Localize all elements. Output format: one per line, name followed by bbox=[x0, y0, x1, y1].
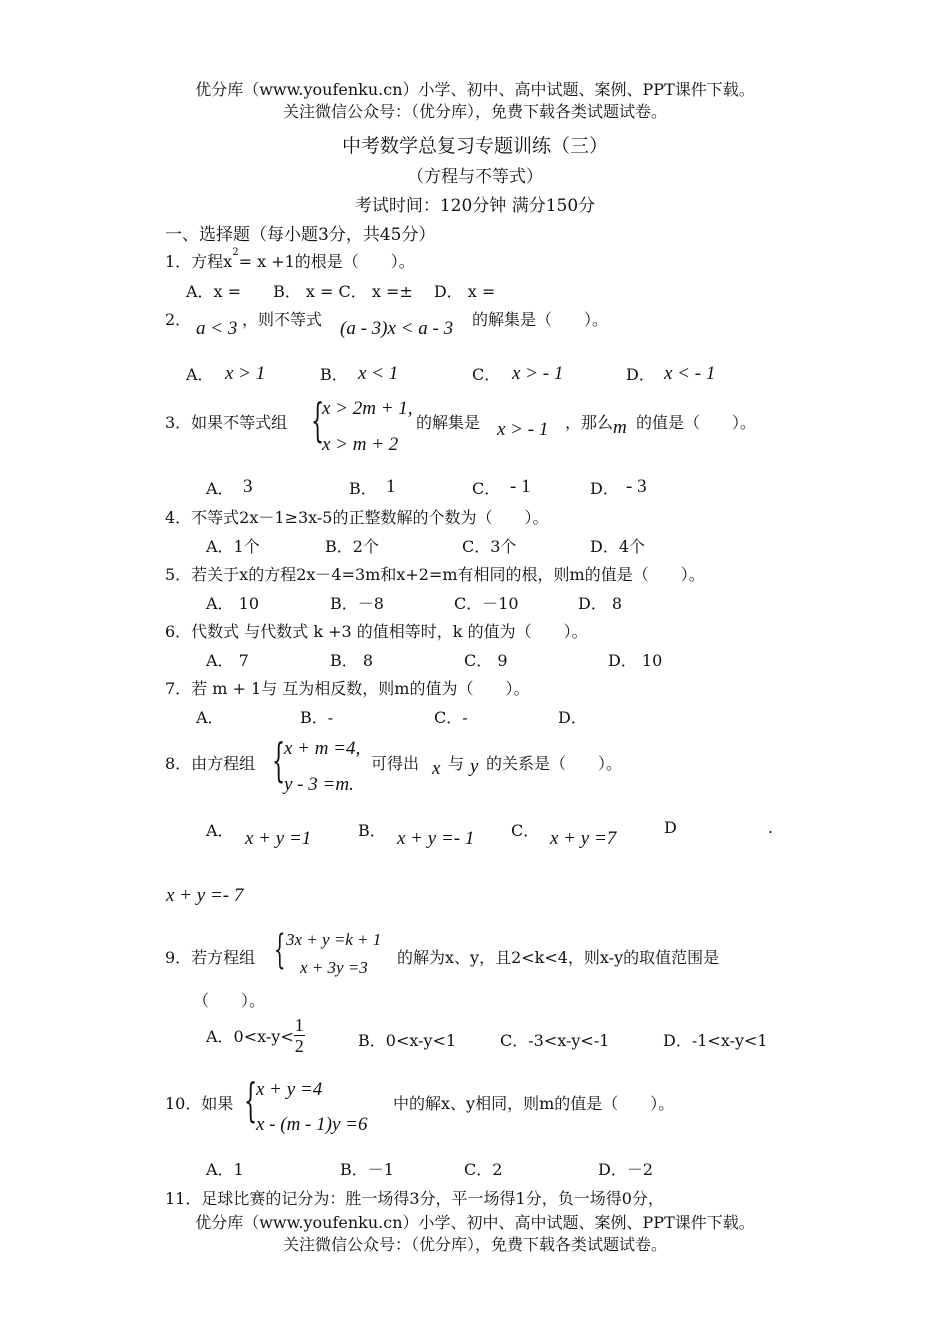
q3-variable: m bbox=[613, 417, 627, 438]
q8-tail: 的关系是（ ）。 bbox=[486, 754, 623, 773]
q8-option-c-label: C． bbox=[511, 821, 540, 840]
q9-option-d: D．-1<x-y<1 bbox=[663, 1031, 768, 1050]
q10-option-b: B．－1 bbox=[340, 1160, 394, 1179]
q2-inequality: (a - 3)x < a - 3 bbox=[340, 318, 454, 339]
q2-option-b: x < 1 bbox=[358, 363, 399, 384]
q8-brace: { bbox=[272, 733, 286, 787]
q3-system-line-2: x > m + 2 bbox=[322, 434, 399, 455]
q3-option-c: - 1 bbox=[510, 476, 531, 497]
q3-option-a-label: A． bbox=[206, 479, 234, 498]
q10-option-c: C．2 bbox=[464, 1160, 503, 1179]
q9-blank: （ ）。 bbox=[193, 991, 266, 1010]
q1-stem-a: 1．方程x bbox=[165, 252, 233, 271]
q9-option-b: B．0<x-y<1 bbox=[358, 1031, 457, 1050]
q4-option-c: C．3个 bbox=[462, 537, 517, 556]
header-line-1: 优分库（www.youfenku.cn）小学、初中、高中试题、案例、PPT课件下载。 bbox=[195, 80, 755, 99]
q3-option-d: - 3 bbox=[626, 476, 647, 497]
section-heading: 一、选择题（每小题3分，共45分） bbox=[165, 225, 436, 245]
q10-option-a: A．1 bbox=[206, 1160, 244, 1179]
q10-brace: { bbox=[244, 1073, 258, 1127]
q8-option-a: x + y =1 bbox=[245, 828, 312, 849]
q3-option-b: 1 bbox=[386, 476, 396, 497]
q2-option-c-label: C． bbox=[472, 365, 501, 384]
q6-option-a: A． 7 bbox=[206, 651, 249, 670]
question-11: 11．足球比赛的记分为：胜一场得3分，平一场得1分，负一场得0分， bbox=[165, 1189, 664, 1208]
q9-tail: 的解为x、y，且2<k<4，则x-y的取值范围是 bbox=[397, 948, 720, 967]
q10-tail: 中的解x、y相同，则m的值是（ ）。 bbox=[393, 1094, 675, 1113]
page-title: 中考数学总复习专题训练（三） bbox=[341, 135, 608, 157]
q8-var-y: y bbox=[470, 756, 479, 777]
q8-stem: 8．由方程组 bbox=[165, 754, 256, 773]
q3-tail: 的值是（ ）。 bbox=[636, 413, 757, 432]
q2-text: ，则不等式 bbox=[242, 310, 323, 329]
q3-option-b-label: B． bbox=[349, 479, 377, 498]
q9-brace: { bbox=[274, 927, 286, 973]
q8-option-d-dot: . bbox=[768, 818, 774, 837]
q7-option-c: C．- bbox=[434, 708, 468, 727]
q2-tail: 的解集是（ ）。 bbox=[472, 310, 609, 329]
q8-option-d-label: D bbox=[664, 818, 677, 837]
q2-option-d-label: D． bbox=[626, 365, 655, 384]
q8-option-d: x + y =- 7 bbox=[166, 885, 244, 906]
question-6: 6．代数式 与代数式 k +3 的值相等时，k 的值为（ ）。 bbox=[165, 622, 588, 641]
q2-option-d: x < - 1 bbox=[664, 363, 716, 384]
q3-text-2: ，那么 bbox=[565, 413, 614, 432]
q3-system-line-1: x > 2m + 1, bbox=[322, 398, 413, 419]
question-4: 4．不等式2x－1≥3x-5的正整数解的个数为（ ）。 bbox=[165, 508, 549, 527]
q3-solution: x > - 1 bbox=[497, 419, 549, 440]
q6-option-c: C． 9 bbox=[464, 651, 508, 670]
q8-option-c: x + y =7 bbox=[550, 828, 617, 849]
q8-text: 可得出 bbox=[371, 754, 420, 773]
q3-text: 的解集是 bbox=[416, 413, 481, 432]
q7-option-b: B．- bbox=[300, 708, 334, 727]
q2-option-a: x > 1 bbox=[225, 363, 266, 384]
q5-option-a: A． 10 bbox=[206, 594, 260, 613]
q6-option-d: D． 10 bbox=[608, 651, 663, 670]
q3-stem: 3．如果不等式组 bbox=[165, 413, 288, 432]
q3-option-c-label: C． bbox=[472, 479, 501, 498]
q9-system-line-1: 3x + y =k + 1 bbox=[286, 930, 382, 949]
q8-option-b-label: B． bbox=[358, 821, 386, 840]
q2-condition: a < 3 bbox=[196, 318, 238, 339]
q9-stem: 9．若方程组 bbox=[165, 948, 256, 967]
q4-option-d: D．4个 bbox=[590, 537, 646, 556]
q1-superscript: 2 bbox=[232, 247, 239, 258]
q10-system-line-2: x - (m - 1)y =6 bbox=[256, 1114, 368, 1135]
q4-option-b: B．2个 bbox=[325, 537, 379, 556]
question-5: 5．若关于x的方程2x－4=3m和x+2=m有相同的根，则m的值是（ ）。 bbox=[165, 565, 705, 584]
q3-brace: { bbox=[311, 393, 325, 447]
footer-line-2: 关注微信公众号：（优分库），免费下载各类试题试卷。 bbox=[282, 1235, 667, 1254]
page-subtitle: （方程与不等式） bbox=[407, 167, 543, 187]
q8-var-x: x bbox=[432, 758, 441, 779]
q10-stem: 10．如果 bbox=[165, 1094, 234, 1113]
q9-fraction-numerator: 1 bbox=[294, 1015, 304, 1035]
q6-option-b: B． 8 bbox=[330, 651, 374, 670]
question-1 bbox=[165, 249, 415, 272]
q4-option-a: A．1个 bbox=[206, 537, 260, 556]
q5-option-c: C．－10 bbox=[454, 594, 519, 613]
q3-option-d-label: D． bbox=[590, 479, 619, 498]
q5-option-b: B．－8 bbox=[330, 594, 384, 613]
q3-option-a: 3 bbox=[243, 476, 253, 497]
q8-option-a-label: A． bbox=[206, 821, 234, 840]
q2-option-b-label: B． bbox=[320, 365, 348, 384]
question-7: 7．若 m + 1与 互为相反数，则m的值为（ ）。 bbox=[165, 679, 530, 698]
q9-option-a bbox=[206, 1015, 305, 1056]
q2-number: 2． bbox=[165, 310, 192, 329]
q10-system-line-1: x + y =4 bbox=[256, 1079, 323, 1100]
q1-stem-b: = x +1的根是（ ）。 bbox=[238, 252, 415, 271]
q2-option-c: x > - 1 bbox=[512, 363, 564, 384]
q7-option-d: D． bbox=[558, 708, 587, 727]
q5-option-d: D． 8 bbox=[578, 594, 623, 613]
q8-system-line-2: y - 3 =m. bbox=[284, 774, 354, 795]
q8-with: 与 bbox=[448, 754, 465, 773]
footer-line-1: 优分库（www.youfenku.cn）小学、初中、高中试题、案例、PPT课件下载。 bbox=[195, 1213, 755, 1232]
q9-system-line-2: x + 3y =3 bbox=[300, 958, 368, 977]
q10-option-d: D．－2 bbox=[598, 1160, 654, 1179]
q7-option-a: A． bbox=[196, 708, 224, 727]
q8-system-line-1: x + m =4, bbox=[284, 738, 361, 759]
q9-fraction-denominator: 2 bbox=[294, 1036, 304, 1056]
header-line-2: 关注微信公众号：（优分库），免费下载各类试题试卷。 bbox=[282, 102, 667, 121]
q8-option-b: x + y =- 1 bbox=[397, 828, 475, 849]
q9-option-c: C．-3<x-y<-1 bbox=[500, 1031, 610, 1050]
q9-option-a-text: A．0<x-y< bbox=[206, 1027, 294, 1046]
q2-option-a-label: A． bbox=[186, 365, 214, 384]
q9-option-a-fraction bbox=[294, 1015, 305, 1056]
q1-options: A．x = B． x = C． x =± D． x = bbox=[186, 282, 496, 301]
exam-info: 考试时间：120分钟 满分150分 bbox=[354, 196, 596, 216]
